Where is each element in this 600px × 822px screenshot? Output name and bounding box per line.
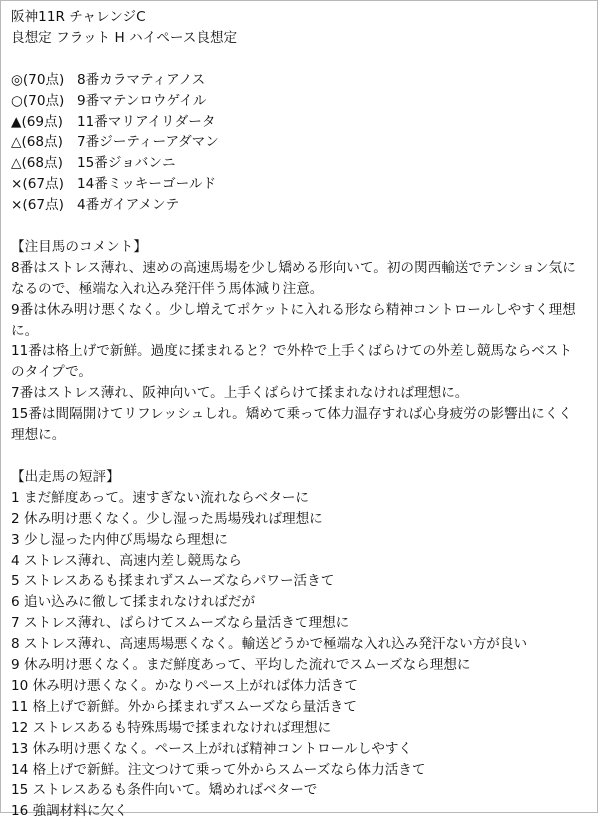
pick-row xyxy=(11,132,587,153)
pick-row xyxy=(11,195,587,216)
review-line: 11 格上げで新鮮。外から揉まれずスムーズなら量活きて xyxy=(11,698,357,715)
review-line: 7 ストレス薄れ、ばらけてスムーズなら量活きて理想に xyxy=(11,615,350,632)
pick-mark: ◎(70点) xyxy=(11,71,65,88)
comment-line: 理想に。 xyxy=(11,427,66,444)
review-line: 5 ストレスあるも揉まれずスムーズならパワー活きて xyxy=(11,573,335,590)
comment-line: 11番は格上げで新鮮。過度に揉まれると？で外枠で上手くばらけての外差し競馬ならベスト xyxy=(11,343,573,360)
pick-horse: 7番ジーティーアダマン xyxy=(77,134,219,151)
pick-mark: ▲(69点) xyxy=(11,113,63,130)
pick-mark: ×(67点) xyxy=(11,176,64,193)
pick-row xyxy=(11,91,587,112)
comment-line: 9番は休み明け悪くなく。少し増えてポケットに入れる形なら精神コントロールしやすく理想 xyxy=(11,301,576,318)
pick-mark: △(68点) xyxy=(11,134,63,151)
race-title: 阪神11R チャレンジC xyxy=(11,9,146,25)
pick-horse: 14番ミッキーゴールド xyxy=(77,176,217,193)
review-line: 15 ストレスあるも条件向いて。矯めればベターで xyxy=(11,782,318,799)
pick-horse: 4番ガイアメンテ xyxy=(77,197,180,214)
review-line: 12 ストレスあるも特殊馬場で揉まれなければ理想に xyxy=(11,719,332,736)
review-line: 3 少し湿った内伸び馬場なら理想に xyxy=(11,531,228,548)
review-line: 14 格上げで新鮮。注文つけて乗って外からスムーズなら体力活きて xyxy=(11,761,426,778)
comments-heading: 【注目馬のコメント】 xyxy=(11,238,147,255)
pick-horse: 11番マリアイリダータ xyxy=(77,113,216,130)
pick-row xyxy=(11,174,587,195)
pick-mark: ×(67点) xyxy=(11,197,64,214)
pick-row xyxy=(11,153,587,174)
pick-row xyxy=(11,112,587,133)
review-line: 8 ストレス薄れ、高速馬場悪くなく。輸送どうかで極端な入れ込み発汗ない方が良い xyxy=(11,636,528,653)
review-line: 13 休み明け悪くなく。ペース上がれば精神コントロールしやすく xyxy=(11,740,413,757)
comment-line: に。 xyxy=(11,322,39,339)
review-line: 9 休み明け悪くなく。まだ鮮度あって、平均した流れでスムーズなら理想に xyxy=(11,657,471,674)
comment-line: のタイプで。 xyxy=(11,364,93,381)
review-line: 10 休み明け悪くなく。かなりペース上がれば体力活きて xyxy=(11,677,358,694)
pick-horse: 9番マテンロウゲイル xyxy=(77,92,207,109)
spacer xyxy=(11,446,587,467)
pick-mark: ○(70点) xyxy=(11,92,65,109)
comment-line: 7番はストレス薄れ、阪神向いて。上手くばらけて揉まれなければ理想に。 xyxy=(11,385,469,402)
track-forecast: 良想定 フラット H ハイペース良想定 xyxy=(11,29,238,46)
pick-horse: 15番ジョバンニ xyxy=(77,155,176,172)
comment-line: なるので、極端な入れ込み発汗伴う馬体減り注意。 xyxy=(11,280,324,297)
reviews-heading: 【出走馬の短評】 xyxy=(11,468,120,485)
comment-line: 15番は間隔開けてリフレッシュしれ。矯めて乗って体力温存すれば心身疲労の影響出にくく xyxy=(11,406,572,423)
pick-mark: △(68点) xyxy=(11,155,63,172)
review-line: 4 ストレス薄れ、高速内差し競馬なら xyxy=(11,552,242,569)
pick-horse: 8番カラマティアノス xyxy=(77,71,206,88)
review-line: 6 追い込みに徹して揉まれなければだが xyxy=(11,594,256,611)
review-line: 1 まだ鮮度あって。速すぎない流れならベターに xyxy=(11,489,310,506)
review-line: 2 休み明け悪くなく。少し湿った馬場残れば理想に xyxy=(11,510,323,527)
spacer xyxy=(11,49,587,70)
comment-line: 8番はストレス薄れ、速めの高速馬場を少し矯める形向いて。初の関西輸送でテンション気に xyxy=(11,259,576,276)
spacer xyxy=(11,216,587,237)
pick-row xyxy=(11,70,587,91)
review-line: 16 強調材料に欠く xyxy=(11,803,128,820)
